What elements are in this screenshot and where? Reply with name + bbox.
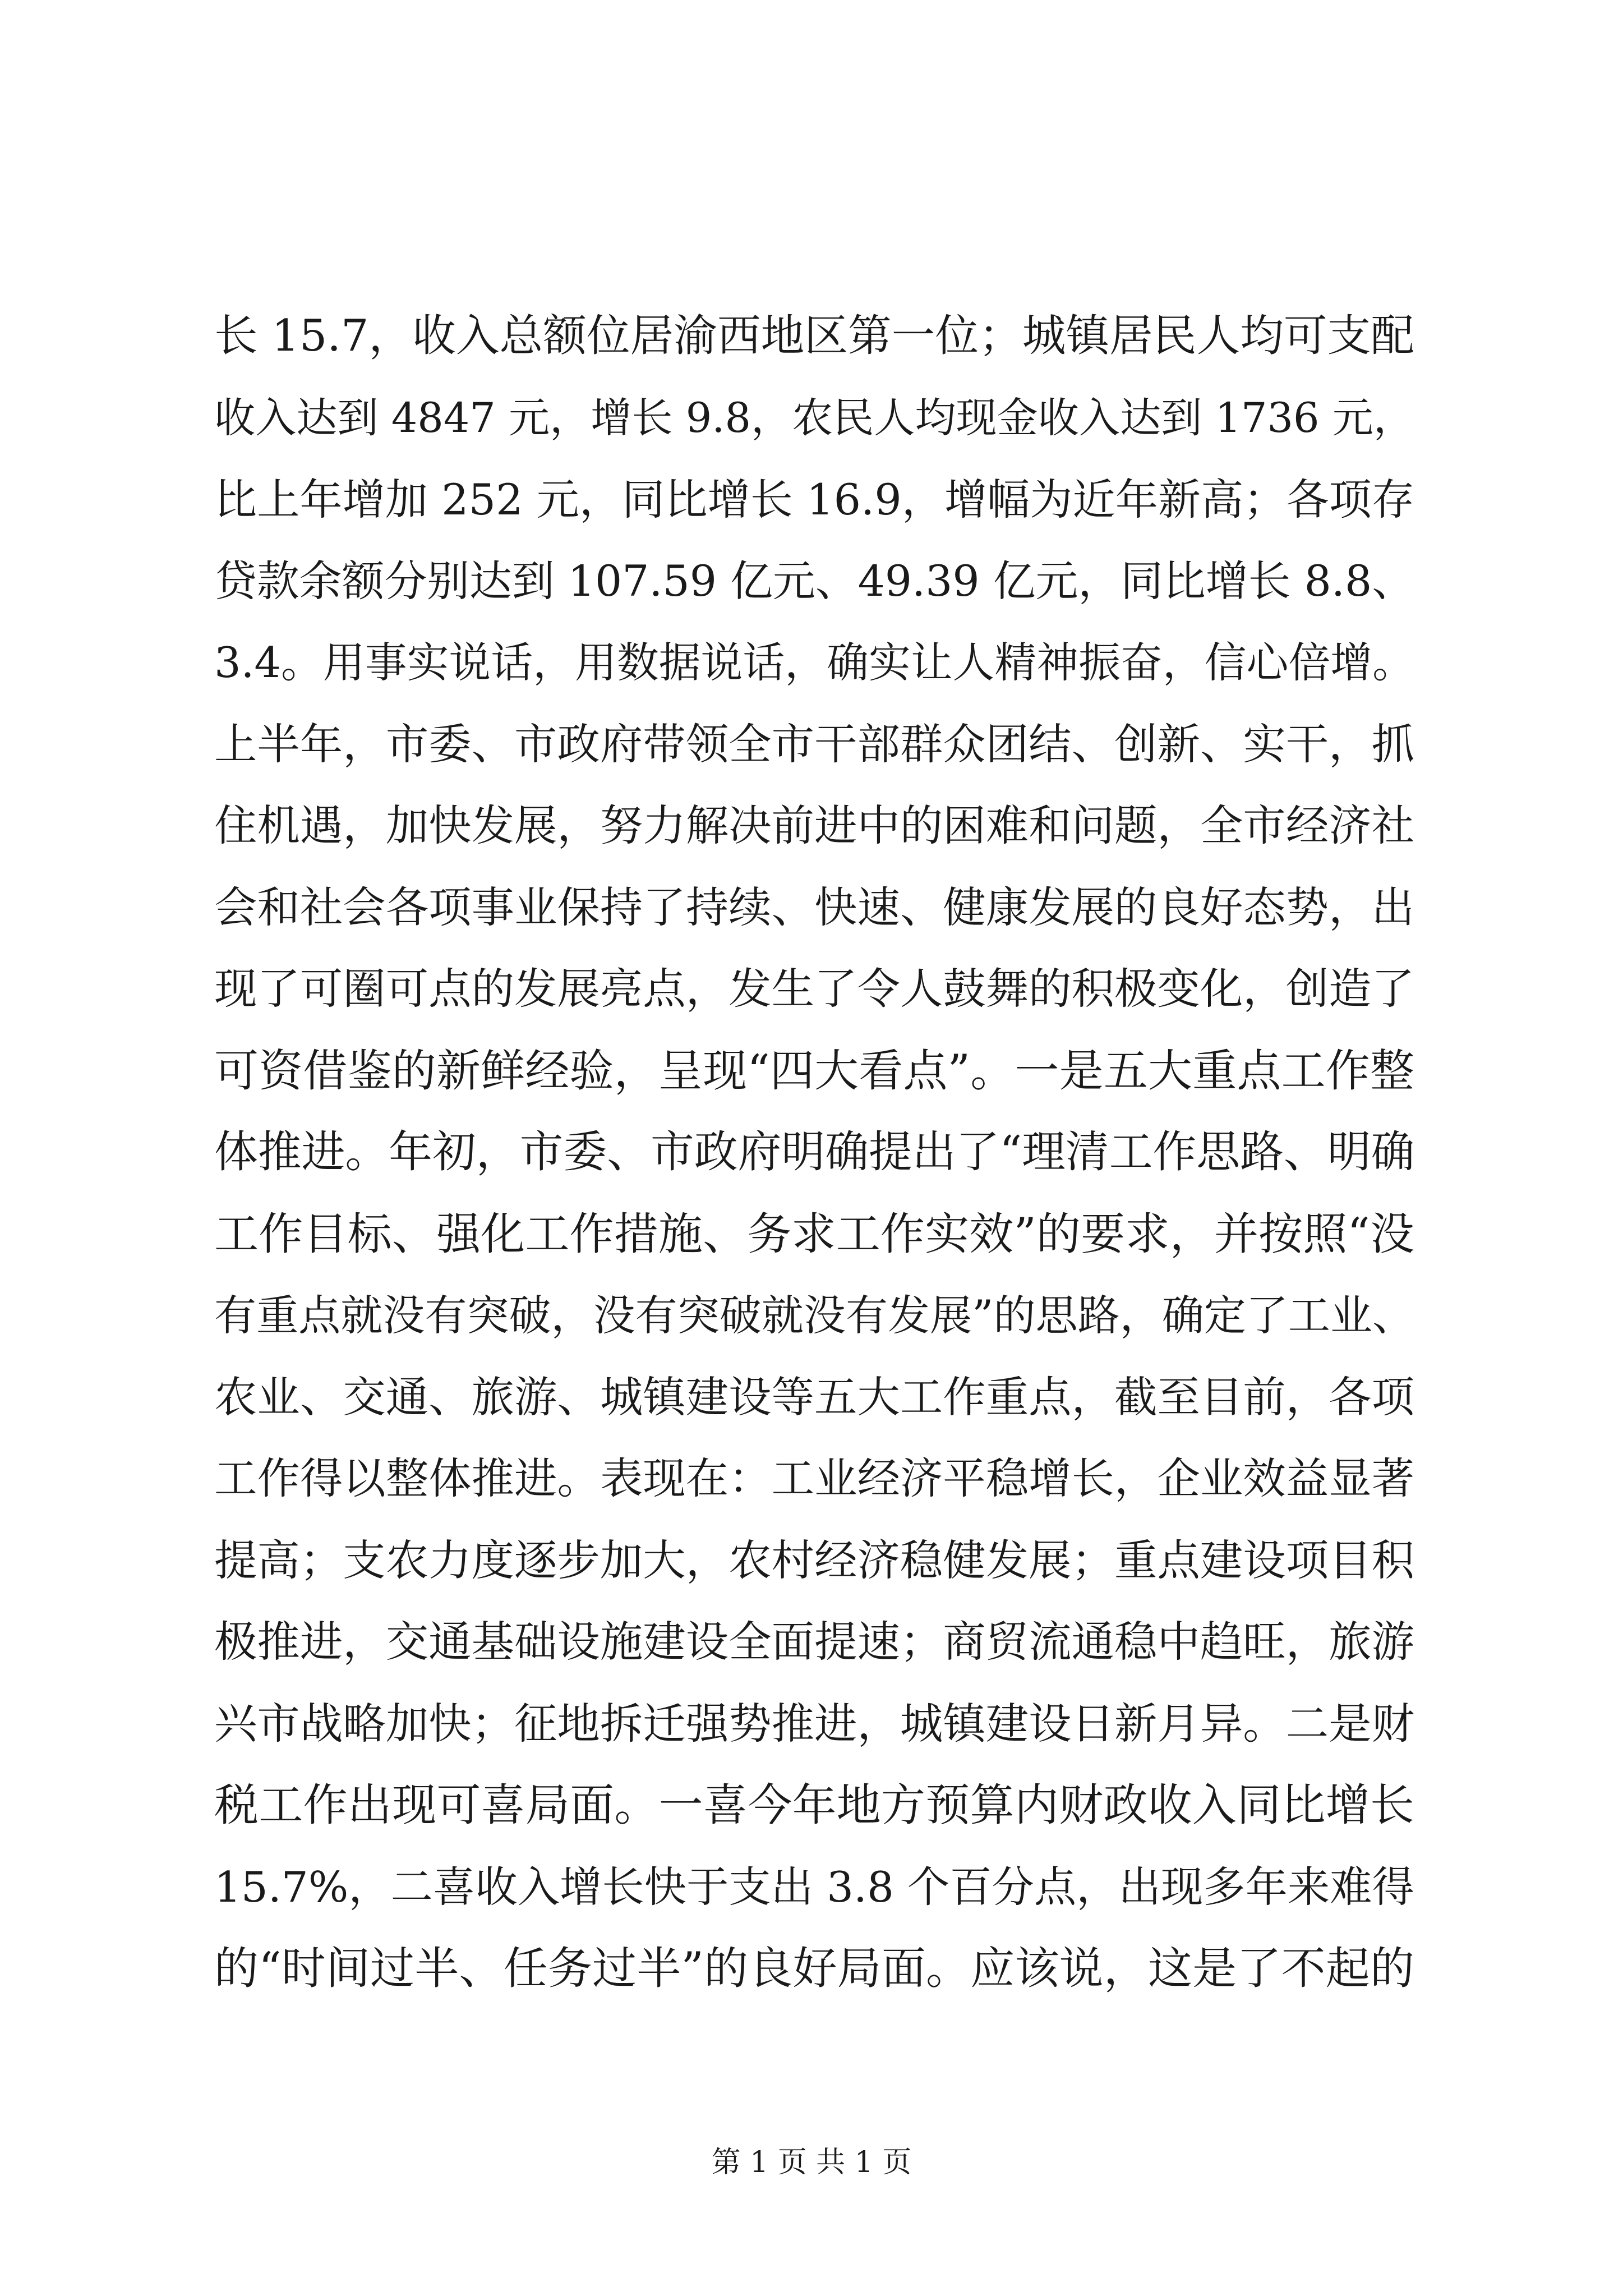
- text-line: 长 15.7，收入总额位居渝西地区第一位；城镇居民人均可支配: [214, 311, 1414, 361]
- text-line: 15.7%，二喜收入增长快于支出 3.8 个百分点，出现多年来难得: [214, 1862, 1414, 1912]
- page-number-label: 第 1 页 共 1 页: [711, 2146, 912, 2179]
- body-paragraph: [214, 296, 1414, 2010]
- text-line: 工作目标、强化工作措施、务求工作实效”的要求，并按照“没: [214, 1208, 1414, 1260]
- text-line: 贷款余额分别达到 107.59 亿元、49.39 亿元，同比增长 8.8、: [214, 556, 1414, 606]
- text-line: 住机遇，加快发展，努力解决前进中的困难和问题，全市经济社: [214, 801, 1414, 851]
- text-line: 比上年增加 252 元，同比增长 16.9，增幅为近年新高；各项存: [214, 475, 1414, 524]
- text-line: 现了可圈可点的发展亮点，发生了令人鼓舞的积极变化，创造了: [214, 964, 1414, 1014]
- text-line: 体推进。年初，市委、市政府明确提出了“理清工作思路、明确: [214, 1127, 1415, 1177]
- text-line: 的“时间过半、任务过半”的良好局面。应该说，这是了不起的: [214, 1943, 1414, 1994]
- text-line: 税工作出现可喜局面。一喜今年地方预算内财政收入同比增长: [214, 1779, 1414, 1831]
- text-line: 极推进，交通基础设施建设全面提速；商贸流通稳中趋旺，旅游: [214, 1617, 1414, 1667]
- text-line: 兴市战略加快；征地拆迁强势推进，城镇建设日新月异。二是财: [214, 1699, 1414, 1749]
- text-line: 工作得以整体推进。表现在：工业经济平稳增长，企业效益显著: [214, 1454, 1414, 1504]
- text-line: 收入达到 4847 元，增长 9.8，农民人均现金收入达到 1736 元，: [214, 394, 1414, 442]
- text-line: 3.4。用事实说话，用数据说话，确实让人精神振奋，信心倍增。: [214, 638, 1414, 687]
- page-footer: [0, 2143, 1623, 2182]
- text-line: 农业、交通、旅游、城镇建设等五大工作重点，截至目前，各项: [214, 1372, 1414, 1423]
- text-line: 可资借鉴的新鲜经验，呈现“四大看点”。一是五大重点工作整: [214, 1045, 1414, 1097]
- text-line: 提高；支农力度逐步加大，农村经济稳健发展；重点建设项目积: [214, 1535, 1414, 1586]
- text-line: 上半年，市委、市政府带领全市干部群众团结、创新、实干，抓: [214, 719, 1414, 770]
- text-line: 会和社会各项事业保持了持续、快速、健康发展的良好态势，出: [214, 882, 1414, 933]
- text-line: 有重点就没有突破，没有突破就没有发展”的思路，确定了工业、: [214, 1291, 1415, 1340]
